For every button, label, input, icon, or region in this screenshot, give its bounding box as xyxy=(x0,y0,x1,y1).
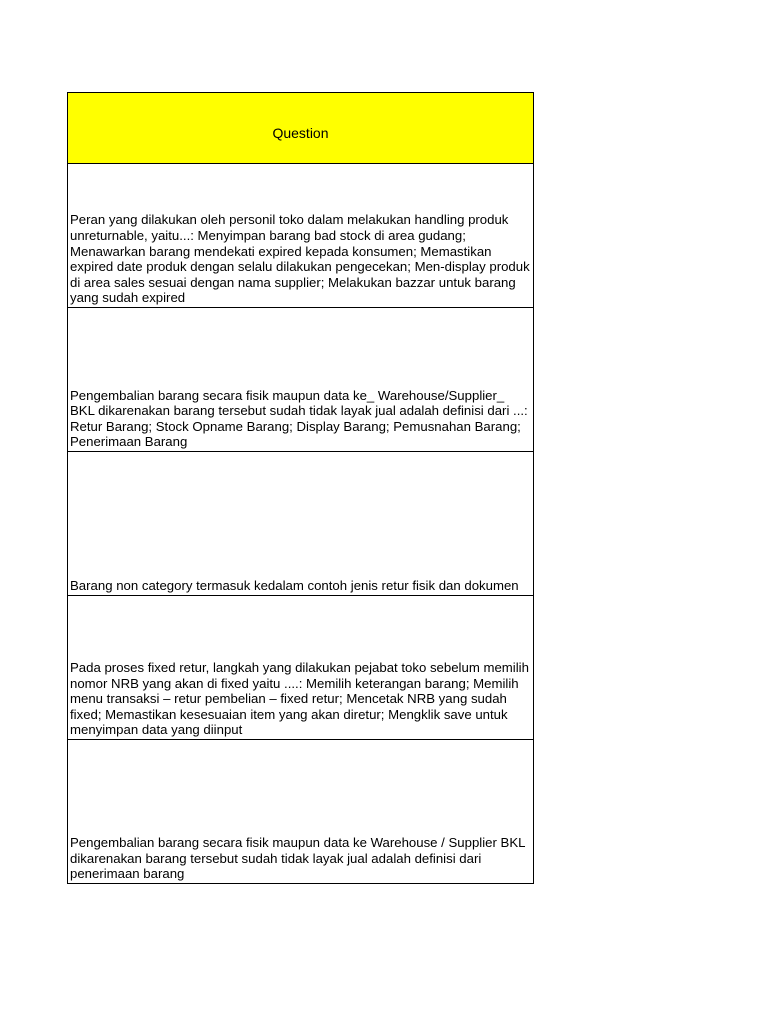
table-row xyxy=(68,596,534,740)
question-cell-3[interactable]: Barang non category termasuk kedalam contoh jenis retur fisik dan dokumen xyxy=(68,452,534,596)
header-row xyxy=(68,93,534,164)
question-cell-1[interactable]: Peran yang dilakukan oleh personil toko dalam melakukan handling produk unreturnable, yaitu...: Menyimpan barang bad stock di area gudang; Menawarkan barang mendekati expired kepada konsumen; Memastikan expired date produk dengan selalu dilakukan pengecekan; Men-display produk di area sales sesuai dengan nama supplier; Melakukan bazzar untuk barang yang sudah expired xyxy=(68,164,534,308)
table-row xyxy=(68,740,534,884)
question-table xyxy=(67,92,534,884)
question-cell-5[interactable]: Pengembalian barang secara fisik maupun data ke Warehouse / Supplier BKL dikarenakan barang tersebut sudah tidak layak jual adalah definisi dari penerimaan barang xyxy=(68,740,534,884)
table-row xyxy=(68,308,534,452)
table-row xyxy=(68,452,534,596)
table-row xyxy=(68,164,534,308)
question-header-cell[interactable]: Question xyxy=(68,93,534,164)
question-cell-4[interactable]: Pada proses fixed retur, langkah yang dilakukan pejabat toko sebelum memilih nomor NRB yang akan di fixed yaitu ....: Memilih keterangan barang; Memilih menu transaksi – retur pembelian – fixed retur; Mencetak NRB yang sudah fixed; Memastikan kesesuaian item yang akan diretur; Mengklik save untuk menyimpan data yang diinput xyxy=(68,596,534,740)
question-cell-2[interactable]: Pengembalian barang secara fisik maupun data ke_ Warehouse/Supplier_ BKL dikarenakan barang tersebut sudah tidak layak jual adalah definisi dari ...: Retur Barang; Stock Opname Barang; Display Barang; Pemusnahan Barang; Penerimaan Barang xyxy=(68,308,534,452)
